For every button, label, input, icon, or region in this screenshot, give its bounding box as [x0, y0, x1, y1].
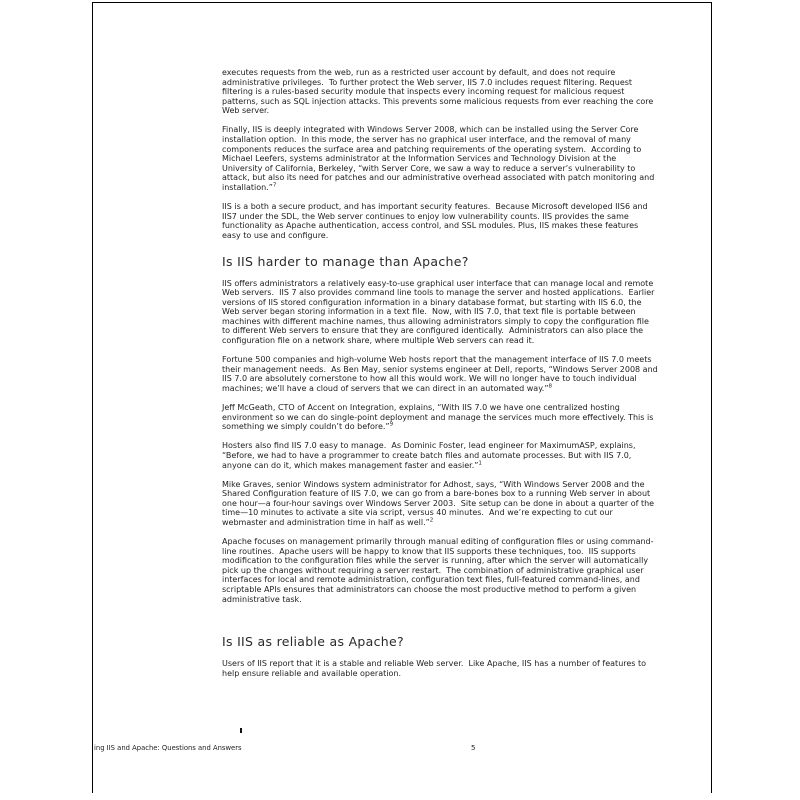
document-body — [222, 68, 661, 688]
paragraph-apache-management — [222, 537, 658, 604]
paragraph-secure-product — [222, 202, 658, 240]
footnote-marker: 9 — [389, 421, 394, 428]
paragraph-mike-graves — [222, 480, 658, 528]
paragraph-server-core — [222, 125, 658, 192]
paragraph-text: IIS is a both a secure product, and has important security features. Because Microsoft developed IIS6 and IIS7 under the SDL, the Web server continues to enjoy low vulnerability counts. IIS provides the same functionality as Apache authentication, access control, and SSL modules. Plus, IIS makes these features easy to use and configure. — [222, 202, 651, 240]
paragraph-text: Users of IIS report that it is a stable and reliable Web server. Like Apache, IIS has a number of features to help ensure reliable and available operation. — [222, 659, 649, 678]
paragraph-jeff-mcgeath — [222, 403, 658, 432]
footer-running-title: ing IIS and Apache: Questions and Answers — [94, 744, 242, 752]
paragraph-text: Jeff McGeath, CTO of Accent on Integration, explains, “With IIS 7.0 we have one centralized hosting environment so we can do single-point deployment and manage the services much more effectively. This is something we simply couldn’t do before.” — [222, 403, 656, 432]
paragraph-text: Apache focuses on management primarily through manual editing of configuration files or using command-line routines. Apache users will be happy to know that IIS supports these techniques, too. IIS supports modification to the configuration files while the server is running, after which the server will automatically pick up the changes without requiring a server restart. The combination of administrative graphical user interfaces for local and remote administration, configuration text files, full-featured command-lines, and scriptable APIs ensures that administrators can choose the most productive method to perform a given administrative task. — [222, 537, 654, 604]
paragraph-text: Fortune 500 companies and high-volume Web hosts report that the management interface of IIS 7.0 meets their management needs. As Ben May, senior systems engineer at Dell, reports, “Windows Server 2008 and IIS 7.0 are absolutely cornerstone to how all this would work. We will no longer have to touch individual machines; we’ll have a cloud of servers that we can direct in an automated way.” — [222, 355, 661, 393]
paragraph-text: executes requests from the web, run as a restricted user account by default, and does not require administrative privileges. To further protect the Web server, IIS 7.0 includes request filtering. Request filtering is a rules-based security module that inspects every incoming request for malicious request patterns, such as SQL injection attacks. This prevents some malicious requests from ever reaching the core Web server. — [222, 68, 656, 116]
footer-page-number: 5 — [471, 744, 476, 752]
footnote-marker: 7 — [272, 182, 277, 189]
paragraph-text: Hosters also find IIS 7.0 easy to manage. As Dominic Foster, lead engineer for MaximumASP, explains, “Before, we had to have a programmer to create batch files and automate processes. But with IIS 7.0, anyone can do it, which makes management faster and easier.” — [222, 441, 639, 470]
paragraph-reliable — [222, 659, 658, 678]
section-heading-reliable: Is IIS as reliable as Apache? — [222, 634, 404, 650]
paragraph-hosters — [222, 441, 658, 470]
paragraph-text: IIS offers administrators a relatively easy-to-use graphical user interface that can manage local and remote Web servers. IIS 7 also provides command line tools to manage the server and hosted applications. Earlier versions of IIS stored configuration information in a binary database format, but starting with IIS 6.0, the Web server began storing information in a text file. Now, with IIS 7.0, that text file is portable between machines with different machine names, thus allowing administrators simply to copy the configuration file to different Web servers to ensure that they are configured identically. Administrators can also place the configuration file on a network share, where multiple Web servers can read it. — [222, 278, 657, 346]
footnote-marker: 1 — [478, 459, 482, 466]
footnote-marker: 8 — [548, 383, 552, 390]
paragraph-fortune-500 — [222, 355, 661, 393]
paragraph-text: Mike Graves, senior Windows system administrator for Adhost, says, “With Windows Server 2008 and the Shared Configuration feature of IIS 7.0, we can go from a bare-bones box to a running Web server in about one hour—a four-hour savings over Windows Server 2003. Site setup can be done in about a quarter of the time—10 minutes to activate a site via script, versus 40 minutes. And we’re expecting to cut our webmaster and administration time in half as well.” — [222, 479, 657, 527]
paragraph-request-filtering — [222, 68, 658, 116]
paragraph-text: Finally, IIS is deeply integrated with Windows Server 2008, which can be installed using the Server Core installation option. In this mode, the server has no graphical user interface, and the removal of many components reduces the surface area and patching requirements of the operating system. According to Michael Leefers, systems administrator at the Information Services and Technology Division at the University of California, Berkeley, “with Server Core, we saw a way to reduce a server’s vulnerability to attack, but also its need for patches and our administrative overhead associated with patch monitoring and installation.” — [222, 125, 657, 193]
footnote-marker: 2 — [429, 517, 434, 524]
paragraph-gui-config — [222, 279, 658, 346]
stray-tick-mark — [240, 728, 242, 733]
section-heading-manage: Is IIS harder to manage than Apache? — [222, 253, 469, 269]
